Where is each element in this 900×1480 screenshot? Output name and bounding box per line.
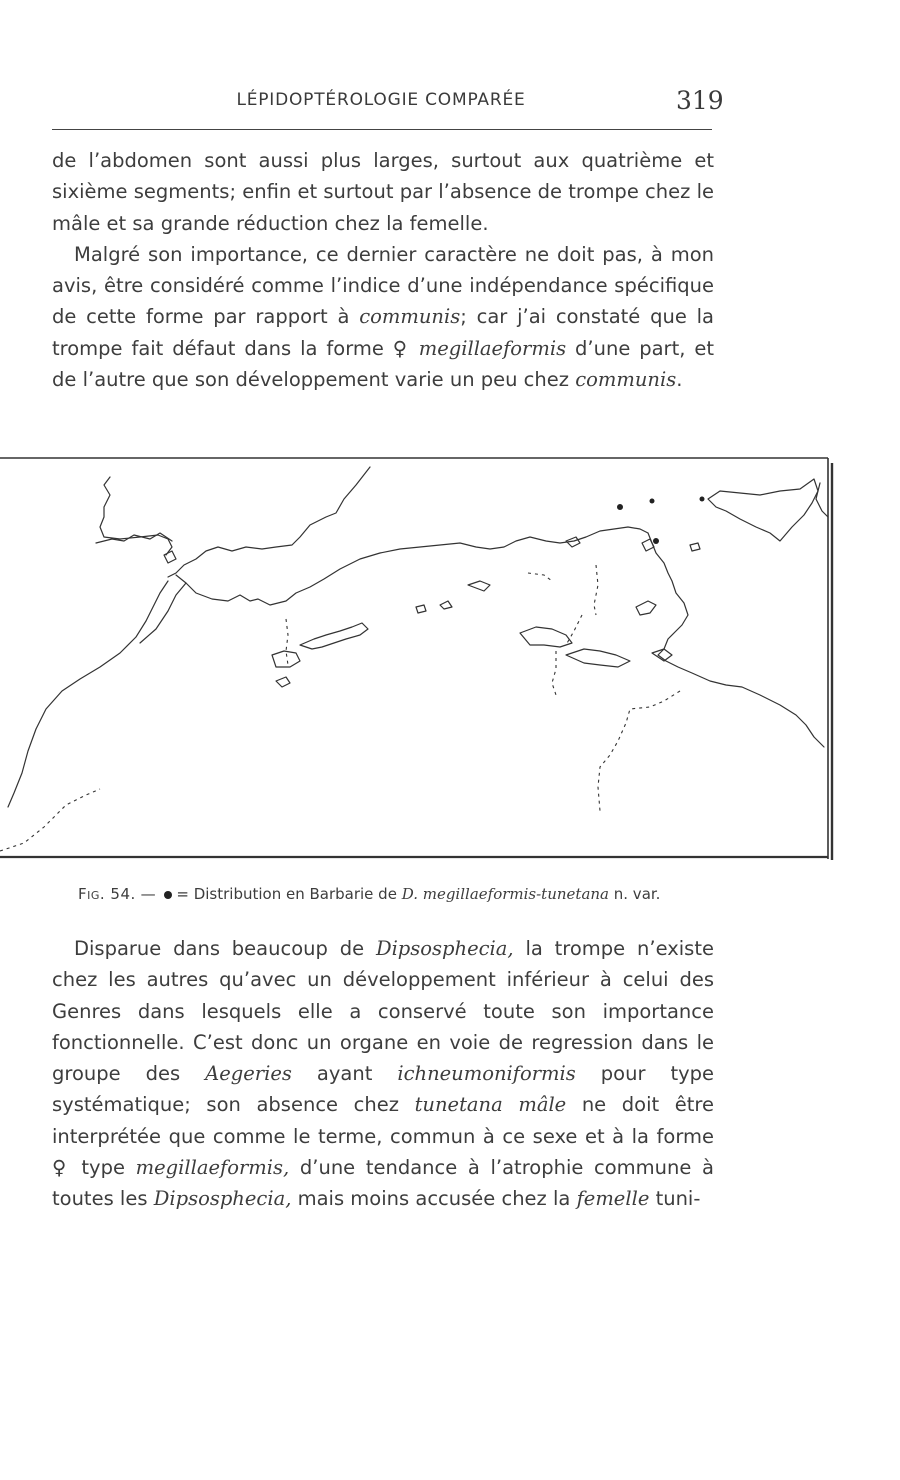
p3-text-g: pour type systématique; son absence chez <box>52 1062 715 1117</box>
island-11 <box>636 601 656 615</box>
running-header <box>0 86 900 116</box>
p3-text-i: ne doit être interprétée que comme le terme, commun à ce sexe et à la forme <box>52 1093 714 1148</box>
island-10 <box>690 543 700 551</box>
caption-tail: n. var. <box>609 885 661 903</box>
caption-taxon: D. megillaeformis-tunetana <box>401 885 609 903</box>
spain-east-coast <box>168 467 370 577</box>
p2-text-e: d’une part, et de l’autre que son développement varie un peu chez <box>52 336 714 392</box>
island-4 <box>566 649 630 667</box>
island-13 <box>276 677 290 687</box>
sicily-coast <box>708 479 818 541</box>
distribution-markers <box>617 497 705 545</box>
island-7 <box>440 601 452 609</box>
p3-italic-megillaeformis: megillaeformis, <box>135 1156 290 1180</box>
island-2 <box>272 651 300 667</box>
p2-text-c: ; car j’ai constaté que la trompe fait défaut dans la forme <box>52 305 714 360</box>
tunisia-coast <box>648 533 824 747</box>
caption-figure-label: Fig. 54. <box>78 885 136 903</box>
morocco-atlantic-coast <box>8 581 168 807</box>
island-1 <box>300 623 368 649</box>
paragraph-2 <box>52 239 714 395</box>
p2-text-a: Malgré son importance, ce dernier caractère ne doit pas, à mon avis, être considéré comme l’indice d’une indépendance spécifique de cette forme par rapport à <box>52 242 714 329</box>
italy-coast <box>816 483 828 517</box>
paragraph-1-text: de l’abdomen sont aussi plus larges, surtout aux quatrième et sixième segments; enfin et surtout par l’absence de trompe chez le mâle et sa grande réduction chez la femelle. <box>52 149 714 235</box>
p2-italic-megillaeformis: megillaeformis <box>418 336 567 360</box>
text-block-bottom <box>52 933 714 1215</box>
barbary-coast-map <box>0 455 834 863</box>
p3-text-j: type <box>70 1156 136 1180</box>
p3-italic-tunetana-male: tunetana mâle <box>414 1093 567 1117</box>
female-symbol-icon: ♀ <box>392 336 410 360</box>
paragraph-1 <box>52 145 714 239</box>
frontier-lines <box>0 565 680 851</box>
header-rule <box>52 129 712 130</box>
running-head-title: LÉPIDOPTÉROLOGIE COMPARÉE <box>236 90 526 110</box>
atlas-line <box>140 583 186 643</box>
distribution-dot-1 <box>617 504 623 510</box>
distribution-dot-2 <box>650 499 655 504</box>
p3-italic-dipsosphecia: Dipsosphecia, <box>375 937 514 960</box>
female-symbol-icon-2: ♀ <box>52 1156 71 1180</box>
p3-text-p: tuni- <box>649 1187 701 1211</box>
iberia-coast <box>100 477 172 555</box>
p3-italic-femelle: femelle <box>576 1187 650 1211</box>
map-frame <box>0 458 832 860</box>
island-3 <box>520 627 572 647</box>
island-6 <box>416 605 426 613</box>
p2-text-g: . <box>676 368 683 392</box>
island-5 <box>468 581 490 591</box>
p3-italic-aegeries: Aegeries <box>205 1062 292 1086</box>
p3-text-c: la trompe n’existe chez les autres qu’avec un développement inférieur à celui des Genres dans lesquels elle a conservé toute son importance fonctionnelle. C’est donc un organe en voie de regression dans le groupe des <box>52 937 714 1086</box>
p3-text-e: ayant <box>291 1062 398 1086</box>
p3-text-n: mais moins accusée chez la <box>291 1187 577 1211</box>
distribution-dot-4 <box>653 538 659 544</box>
paragraph-3 <box>52 933 714 1215</box>
page-number: 319 <box>676 86 724 115</box>
figure-caption <box>78 885 758 903</box>
p3-text-a: Disparue dans beaucoup de <box>74 937 376 960</box>
p3-italic-ichneumoniformis: ichneumoniformis <box>397 1062 576 1086</box>
p3-italic-dipsosphecia-2: Dipsosphecia, <box>153 1187 292 1211</box>
figure-54-map <box>0 455 834 863</box>
caption-dash: — <box>140 885 156 903</box>
island-14 <box>164 551 176 563</box>
caption-text: = Distribution en Barbarie de <box>176 885 402 903</box>
p2-italic-communis-2: communis <box>575 368 677 392</box>
distribution-dot-icon <box>164 891 172 899</box>
text-block-top <box>52 145 714 395</box>
p2-italic-communis: communis <box>359 305 461 329</box>
distribution-dot-3 <box>700 497 705 502</box>
p3-text-l: d’une tendance à l’atrophie commune à toutes les <box>52 1156 714 1211</box>
